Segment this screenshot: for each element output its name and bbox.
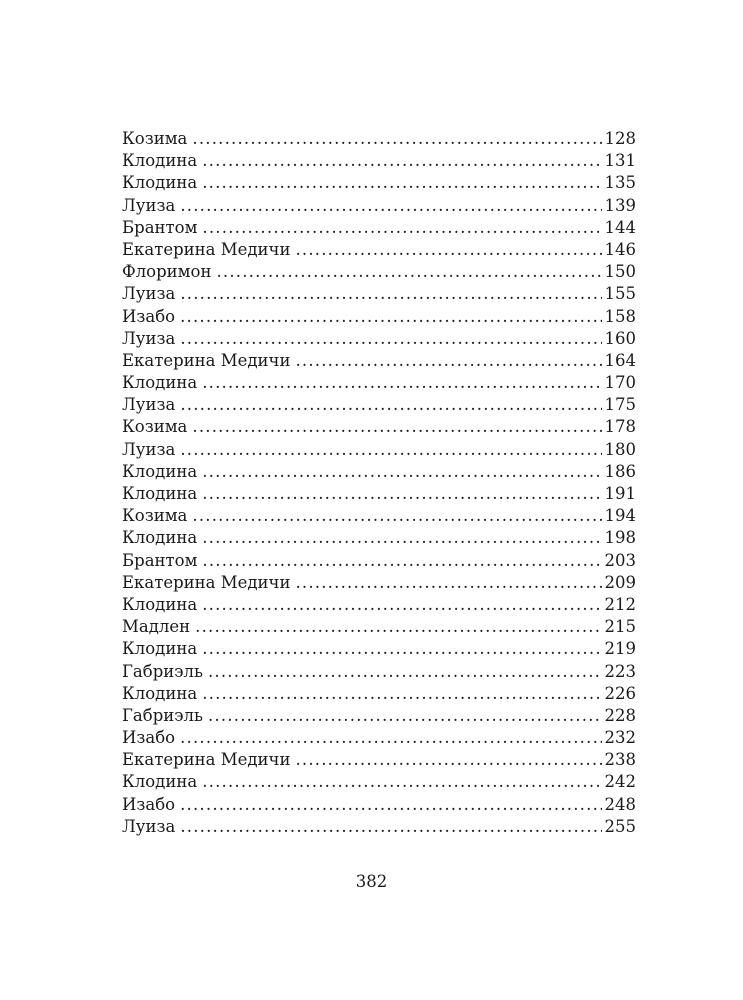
toc-entry-page: 160 <box>604 328 636 348</box>
toc-entry-title: Мадлен <box>122 617 191 637</box>
toc-entry-title: Луиза <box>122 816 176 836</box>
toc-entry <box>122 572 636 594</box>
toc-entry-page: 226 <box>604 683 636 703</box>
dot-leader <box>180 727 601 749</box>
toc-entry-page: 175 <box>604 395 636 415</box>
dot-leader <box>202 594 601 616</box>
toc-entry-page: 191 <box>604 484 636 503</box>
dot-leader <box>180 283 601 305</box>
toc-entry <box>122 394 636 416</box>
dot-leader <box>295 572 601 594</box>
dot-leader <box>202 638 601 660</box>
dot-leader <box>180 394 601 416</box>
toc-entry <box>122 195 636 217</box>
toc-entry <box>122 749 636 771</box>
toc-entry-page: 242 <box>604 772 636 792</box>
toc-entry-title: Козима <box>122 417 188 437</box>
dot-leader <box>180 439 601 461</box>
toc-entry-title: Флоримон <box>122 262 212 282</box>
toc-entry-page: 164 <box>604 350 636 370</box>
toc-entry-page: 178 <box>604 417 636 437</box>
toc-entry <box>122 372 636 394</box>
toc-entry <box>122 661 636 683</box>
toc-entry <box>122 616 636 638</box>
toc-entry-title: Козима <box>122 506 188 526</box>
toc-entry-page: 131 <box>604 151 636 171</box>
dot-leader <box>208 661 602 683</box>
toc-entry-title: Клодина <box>122 173 198 193</box>
toc-entry-title: Клодина <box>122 484 198 503</box>
dot-leader <box>180 328 601 350</box>
toc-entry-page: 146 <box>604 239 636 259</box>
toc-entry-title: Изабо <box>122 728 176 748</box>
toc-entry-title: Клодина <box>122 528 198 548</box>
toc-entry <box>122 794 636 816</box>
toc-entry-title: Брантом <box>122 217 198 237</box>
toc-entry-title: Луиза <box>122 439 176 459</box>
toc-entry-title: Екатерина Медичи <box>122 350 291 370</box>
toc-entry <box>122 439 636 461</box>
dot-leader <box>202 150 601 172</box>
toc-entry-title: Козима <box>122 129 188 148</box>
dot-leader <box>192 128 601 150</box>
toc-entry <box>122 483 636 505</box>
toc-entry-title: Луиза <box>122 195 176 215</box>
toc-entry-title: Клодина <box>122 373 198 393</box>
toc-entry-title: Клодина <box>122 639 198 659</box>
toc-entry <box>122 328 636 350</box>
toc-entry-page: 255 <box>604 816 636 836</box>
dot-leader <box>202 683 601 705</box>
toc-entry-title: Клодина <box>122 772 198 792</box>
toc-entry-page: 194 <box>604 506 636 526</box>
toc-entry <box>122 172 636 194</box>
dot-leader <box>202 172 601 194</box>
toc-entry <box>122 306 636 328</box>
toc-entry-title: Клодина <box>122 151 198 171</box>
toc-entry <box>122 283 636 305</box>
toc-entry-page: 186 <box>604 461 636 481</box>
dot-leader <box>202 550 601 572</box>
dot-leader <box>216 261 601 283</box>
dot-leader <box>202 483 601 505</box>
toc-entry <box>122 550 636 572</box>
toc-entry-page: 170 <box>604 373 636 393</box>
toc-entry-page: 180 <box>604 439 636 459</box>
toc-entry <box>122 150 636 172</box>
toc-entry <box>122 416 636 438</box>
toc-entry-page: 135 <box>604 173 636 193</box>
dot-leader <box>180 195 601 217</box>
toc-entry-title: Габриэль <box>122 661 203 681</box>
dot-leader <box>295 239 601 261</box>
toc-entry-page: 150 <box>604 262 636 282</box>
toc-entry-page: 248 <box>604 794 636 814</box>
toc-entry-title: Клодина <box>122 683 198 703</box>
toc-entry-page: 219 <box>604 639 636 659</box>
dot-leader <box>180 306 601 328</box>
toc-entry-page: 155 <box>604 284 636 304</box>
toc-entry-title: Изабо <box>122 794 176 814</box>
toc-entry-page: 139 <box>604 195 636 215</box>
dot-leader <box>202 217 601 239</box>
toc-entry-title: Луиза <box>122 328 176 348</box>
toc-entry <box>122 527 636 549</box>
toc-entry-page: 228 <box>604 705 636 725</box>
toc-entry-page: 203 <box>604 550 636 570</box>
dot-leader <box>208 705 602 727</box>
dot-leader <box>202 771 601 793</box>
toc-entry <box>122 261 636 283</box>
toc-entry-title: Клодина <box>122 461 198 481</box>
toc-entry <box>122 816 636 838</box>
toc-entry <box>122 239 636 261</box>
toc-entry-page: 144 <box>604 217 636 237</box>
page-number: 382 <box>355 872 388 891</box>
toc-entry <box>122 217 636 239</box>
dot-leader <box>202 461 601 483</box>
toc-entry-page: 212 <box>604 594 636 614</box>
toc-entry <box>122 683 636 705</box>
toc-entry <box>122 128 636 150</box>
toc-entry <box>122 705 636 727</box>
toc-entry <box>122 638 636 660</box>
dot-leader <box>192 416 601 438</box>
dot-leader <box>180 816 601 838</box>
dot-leader <box>295 350 601 372</box>
table-of-contents <box>122 128 636 838</box>
toc-entry <box>122 505 636 527</box>
toc-entry-page: 128 <box>604 129 636 148</box>
toc-entry-title: Брантом <box>122 550 198 570</box>
toc-entry-title: Изабо <box>122 306 176 326</box>
toc-entry-page: 238 <box>604 750 636 770</box>
toc-entry-page: 198 <box>604 528 636 548</box>
dot-leader <box>192 505 601 527</box>
toc-entry-title: Луиза <box>122 284 176 304</box>
toc-entry <box>122 461 636 483</box>
toc-entry-page: 232 <box>604 728 636 748</box>
toc-entry <box>122 350 636 372</box>
toc-entry-title: Екатерина Медичи <box>122 239 291 259</box>
dot-leader <box>295 749 601 771</box>
toc-entry <box>122 727 636 749</box>
toc-entry-title: Клодина <box>122 594 198 614</box>
dot-leader <box>195 616 601 638</box>
toc-entry-page: 223 <box>604 661 636 681</box>
dot-leader <box>202 372 601 394</box>
toc-entry-page: 209 <box>604 572 636 592</box>
toc-entry-page: 158 <box>604 306 636 326</box>
toc-entry-title: Екатерина Медичи <box>122 750 291 770</box>
toc-entry <box>122 594 636 616</box>
toc-entry-page: 215 <box>604 617 636 637</box>
dot-leader <box>202 527 601 549</box>
toc-entry-title: Луиза <box>122 395 176 415</box>
toc-entry-title: Екатерина Медичи <box>122 572 291 592</box>
dot-leader <box>180 794 601 816</box>
toc-entry <box>122 771 636 793</box>
toc-entry-title: Габриэль <box>122 705 203 725</box>
